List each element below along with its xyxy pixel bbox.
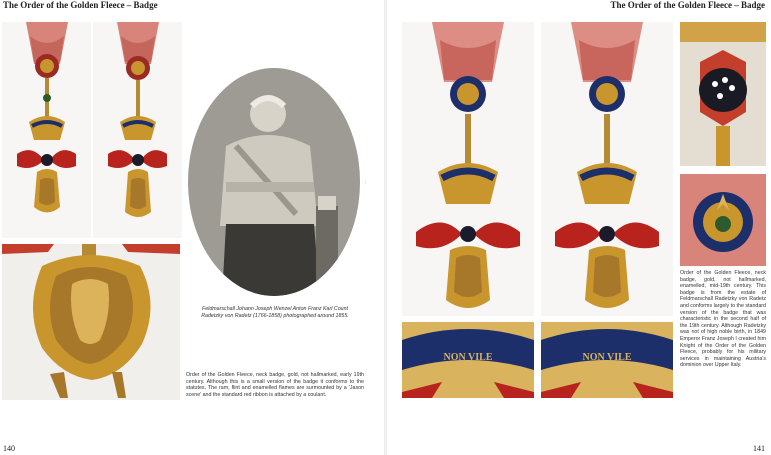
motto-text-right: NON VILE [582, 352, 632, 363]
badge-photo-side [93, 22, 182, 238]
ram-closeup-photo [2, 244, 180, 400]
left-running-header: The Order of the Golden Fleece – Badge [3, 0, 158, 10]
motto-closeup-photo-left [402, 322, 534, 398]
right-page-badge-caption: Order of the Golden Fleece, neck badge, gold, not hallmarked, enamelled, mid-19th century. This badge is from the estate of Feldmarschall Radetzky von Radetz and conforms largely to the standard version of the badge that was characteristic in the second half of the 19th century. Although Radetzky was not of high noble birth, in 1849 Emperor Franz Joseph I created him Knight of the Order of the Golden Fleece, probably for his military services in maintaining Austria’s dominion over Upper Italy. [680, 270, 766, 369]
book-gutter [384, 0, 387, 455]
radetzky-badge-photo-front [402, 22, 534, 316]
motto-closeup-photo-right [541, 322, 673, 398]
left-page-number: 140 [3, 444, 15, 453]
radetzky-portrait-photo [186, 66, 362, 298]
radetzky-badge-photo-reverse [541, 22, 673, 316]
coulant-closeup-photo [680, 174, 766, 266]
portrait-caption: Feldmarschall Johann Joseph Wenzel Anton Franz Karl Count Radetzky von Radetz (1766-1858) photographed around 1855. [201, 306, 349, 319]
left-page-badge-caption: Order of the Golden Fleece, neck badge, gold, not hallmarked, early 19th century. Although this is a small version of the badge it conforms to the statutes. The ram, flint and enamelled flames are surmounted by a ‘Jason scene’ and the standard red ribbon is attached by a coulant. [186, 372, 364, 398]
motto-text-left: NON VILE [443, 352, 493, 363]
badge-photo-front [2, 22, 91, 238]
right-running-header: The Order of the Golden Fleece – Badge [610, 0, 765, 10]
right-page-number: 141 [753, 444, 765, 453]
portrait-figure-margin-mark: | [365, 180, 366, 184]
flint-closeup-photo [680, 22, 766, 166]
